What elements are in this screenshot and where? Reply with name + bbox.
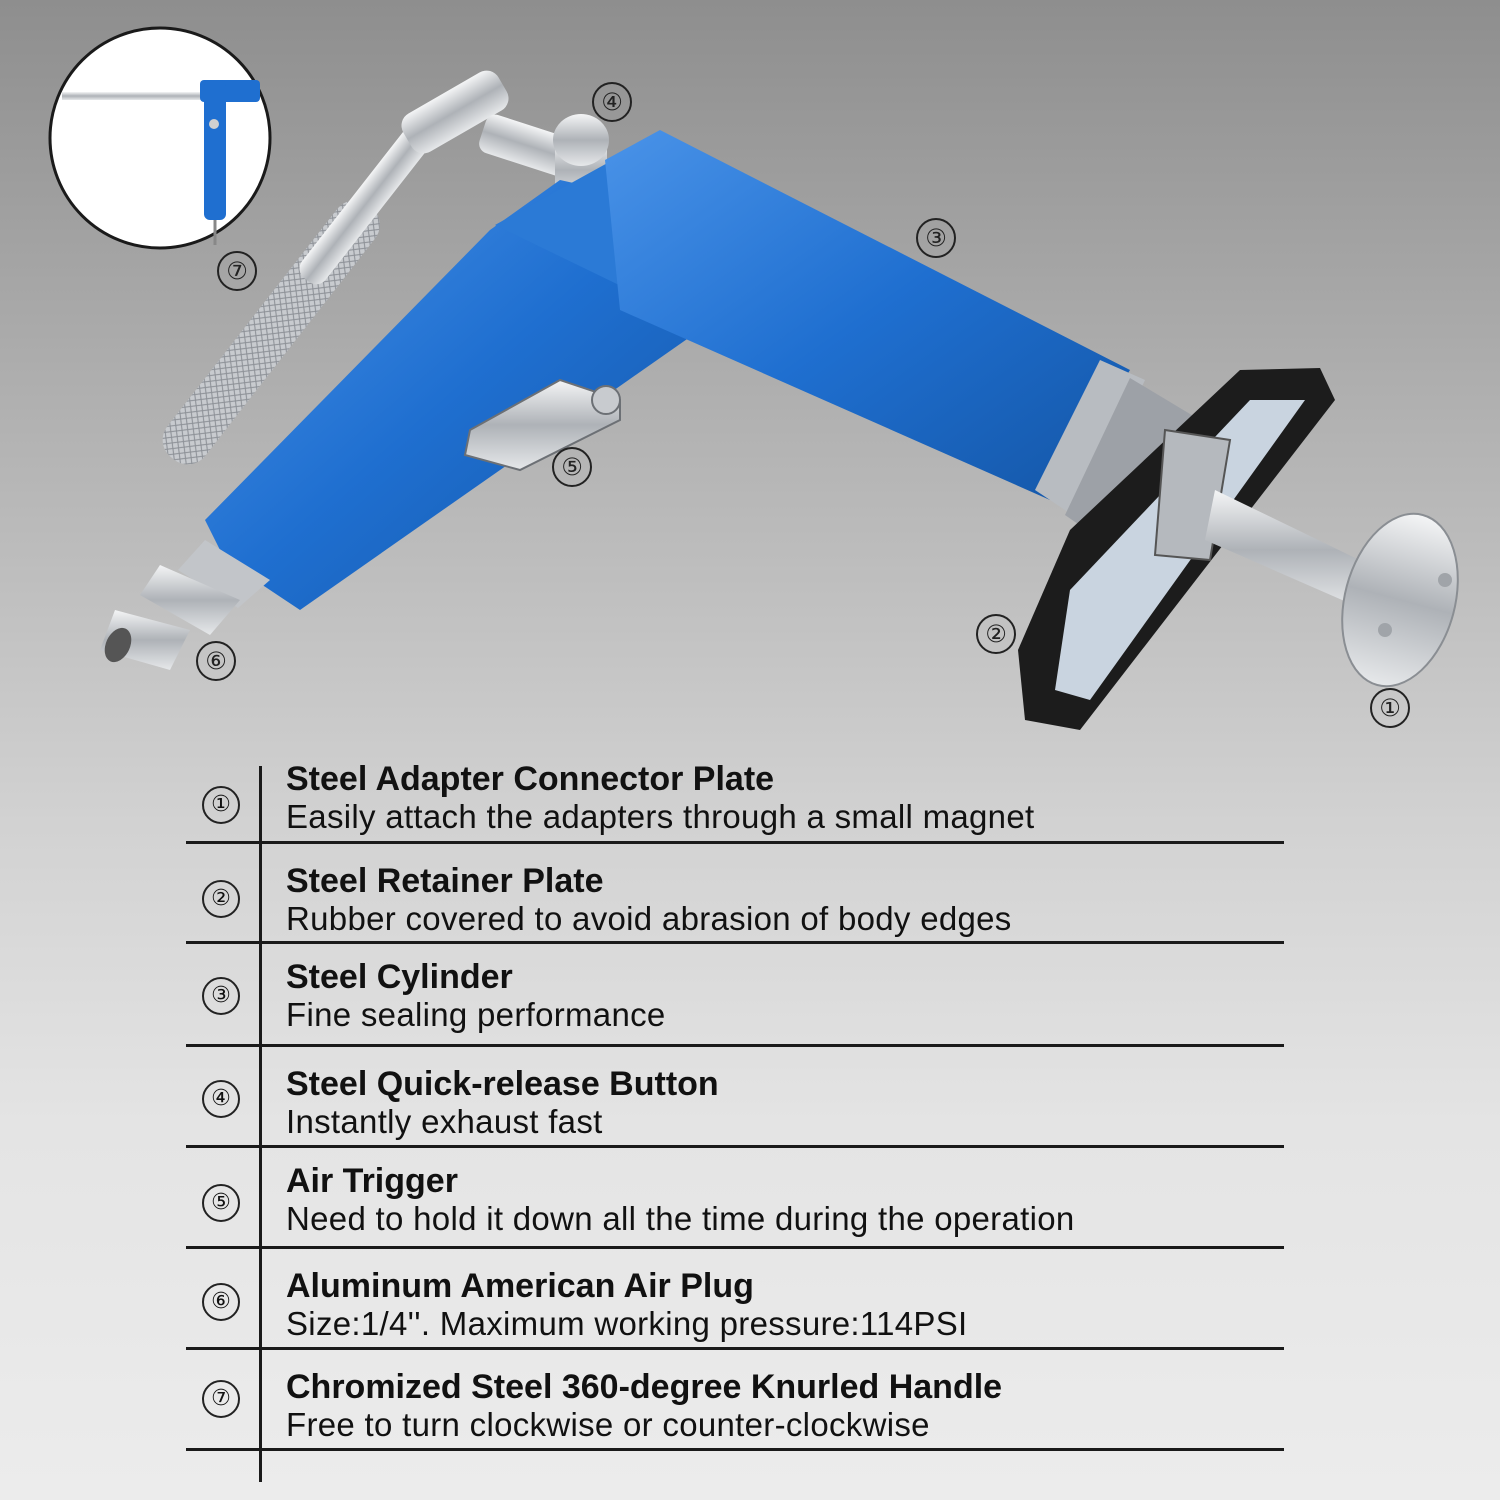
row-number: ①: [202, 786, 240, 824]
table-row: [186, 1148, 1284, 1249]
feature-description: Free to turn clockwise or counter-clockwise: [286, 1406, 930, 1443]
feature-title: Steel Quick-release Button: [286, 1065, 719, 1103]
callout-4: ④: [592, 82, 632, 122]
row-number: ⑤: [202, 1184, 240, 1222]
feature-description: Instantly exhaust fast: [286, 1103, 603, 1140]
row-number: ③: [202, 977, 240, 1015]
table-row: [186, 1350, 1284, 1451]
table-row: [186, 760, 1284, 844]
inset-detail: [50, 28, 270, 248]
table-row: [186, 844, 1284, 944]
table-row: [186, 944, 1284, 1047]
table-row: [186, 1249, 1284, 1350]
feature-description: Fine sealing performance: [286, 996, 666, 1033]
feature-description: Rubber covered to avoid abrasion of body edges: [286, 900, 1012, 937]
row-number: ⑦: [202, 1380, 240, 1418]
feature-title: Chromized Steel 360-degree Knurled Handle: [286, 1368, 1003, 1406]
row-number: ②: [202, 880, 240, 918]
connector-plate: [1205, 490, 1476, 699]
callout-3: ③: [916, 218, 956, 258]
feature-title: Aluminum American Air Plug: [286, 1267, 754, 1305]
callout-5: ⑤: [552, 447, 592, 487]
callout-6: ⑥: [196, 641, 236, 681]
callout-2: ②: [976, 614, 1016, 654]
feature-title: Air Trigger: [286, 1162, 458, 1200]
feature-description: Easily attach the adapters through a small magnet: [286, 798, 1035, 835]
feature-table: [186, 760, 1284, 1451]
feature-title: Steel Adapter Connector Plate: [286, 760, 775, 798]
feature-title: Steel Retainer Plate: [286, 862, 604, 900]
feature-description: Need to hold it down all the time during the operation: [286, 1200, 1075, 1237]
table-row: [186, 1047, 1284, 1148]
row-number: ⑥: [202, 1283, 240, 1321]
feature-description: Size:1/4''. Maximum working pressure:114PSI: [286, 1305, 968, 1342]
feature-title: Steel Cylinder: [286, 958, 513, 996]
row-number: ④: [202, 1080, 240, 1118]
callout-7: ⑦: [217, 251, 257, 291]
callout-1: ①: [1370, 688, 1410, 728]
